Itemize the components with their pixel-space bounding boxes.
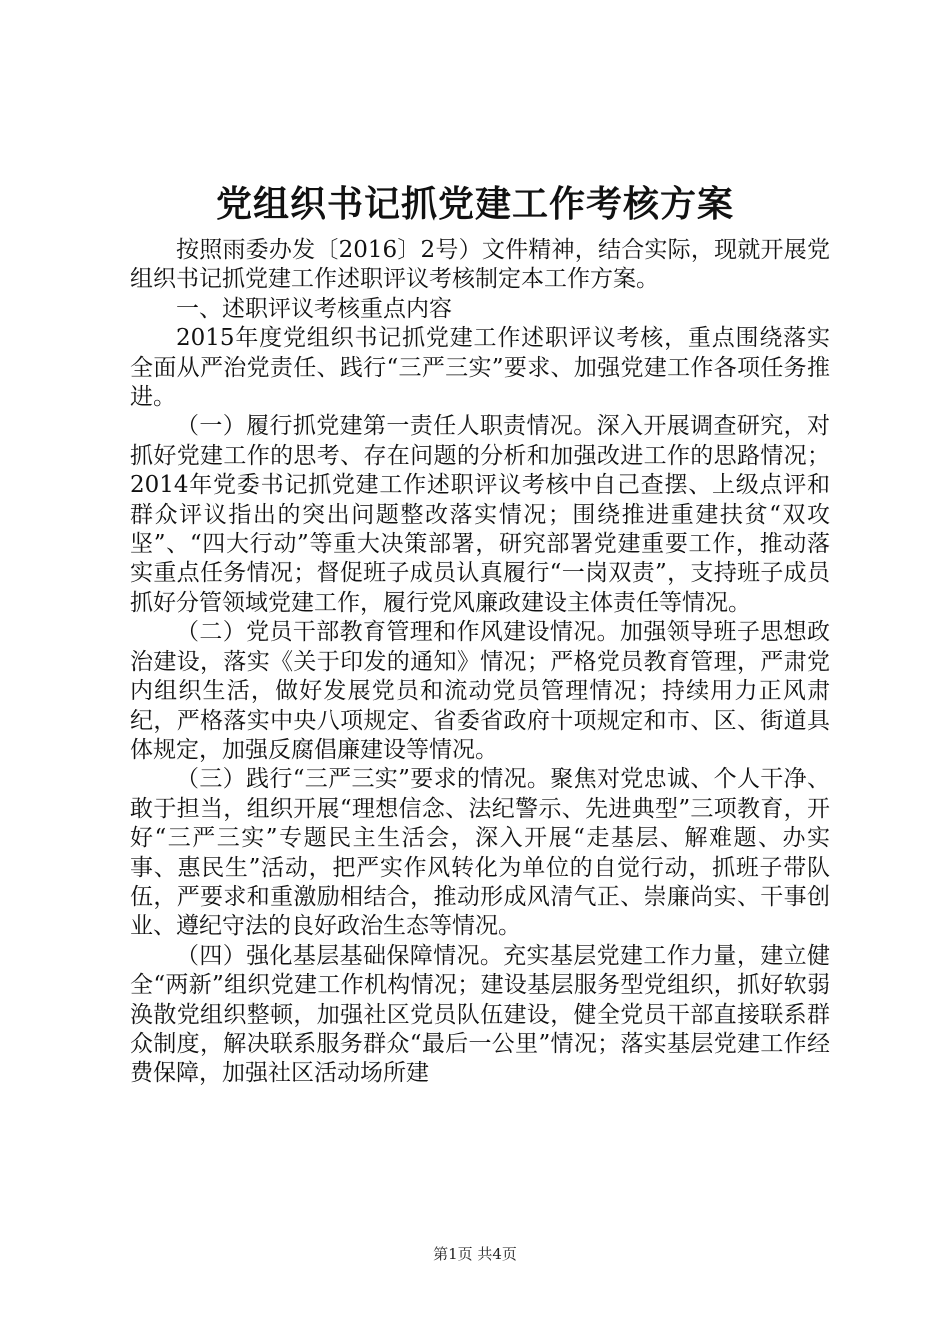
section-heading-1: 一、述职评议考核重点内容 (176, 295, 452, 322)
document-body (130, 236, 830, 1089)
paragraph-intro: 按照雨委办发〔2016〕2号）文件精神，结合实际，现就开展党组织书记抓党建工作述职评议考核制定本工作方案。 (130, 237, 830, 293)
paragraph-item-3: （三）践行“三严三实”要求的情况。聚焦对党忠诚、个人干净、敢于担当，组织开展“理想信念、法纪警示、先进典型”三项教育，开好“三严三实”专题民主生活会，深入开展“走基层、解难题、办实事、惠民生”活动，把严实作风转化为单位的自觉行动，抓班子带队伍，严要求和重激励相结合，推动形成风清气正、崇廉尚实、干事创业、遵纪守法的良好政治生态等情况。 (130, 766, 830, 940)
paragraph-overview: 2015年度党组织书记抓党建工作述职评议考核，重点围绕落实全面从严治党责任、践行“三严三实”要求、加强党建工作各项任务推进。 (130, 325, 830, 411)
document-title: 党组织书记抓党建工作考核方案 (215, 183, 734, 225)
paragraph-item-1: （一）履行抓党建第一责任人职责情况。深入开展调查研究，对抓好党建工作的思考、存在问题的分析和加强改进工作的思路情况；2014年党委书记抓党建工作述职评议考核中自己查摆、上级点评和群众评议指出的突出问题整改落实情况；围绕推进重建扶贫“双攻坚”、“四大行动”等重大决策部署，研究部署党建重要工作，推动落实重点任务情况；督促班子成员认真履行“一岗双责”，支持班子成员抓好分管领域党建工作，履行党风廉政建设主体责任等情况。 (130, 413, 830, 616)
page-footer: 第1页 共4页 (433, 1245, 517, 1263)
paragraph-item-2: （二）党员干部教育管理和作风建设情况。加强领导班子思想政治建设，落实《关于印发的通知》情况；严格党员教育管理，严肃党内组织生活，做好发展党员和流动党员管理情况；持续用力正风肃纪，严格落实中央八项规定、省委省政府十项规定和市、区、街道具体规定，加强反腐倡廉建设等情况。 (130, 619, 830, 763)
paragraph-item-4: （四）强化基层基础保障情况。充实基层党建工作力量，建立健全“两新”组织党建工作机构情况；建设基层服务型党组织，抓好软弱涣散党组织整顿，加强社区党员队伍建设，健全党员干部直接联系群众制度，解决联系服务群众“最后一公里”情况；落实基层党建工作经费保障，加强社区活动场所建 (130, 942, 830, 1087)
